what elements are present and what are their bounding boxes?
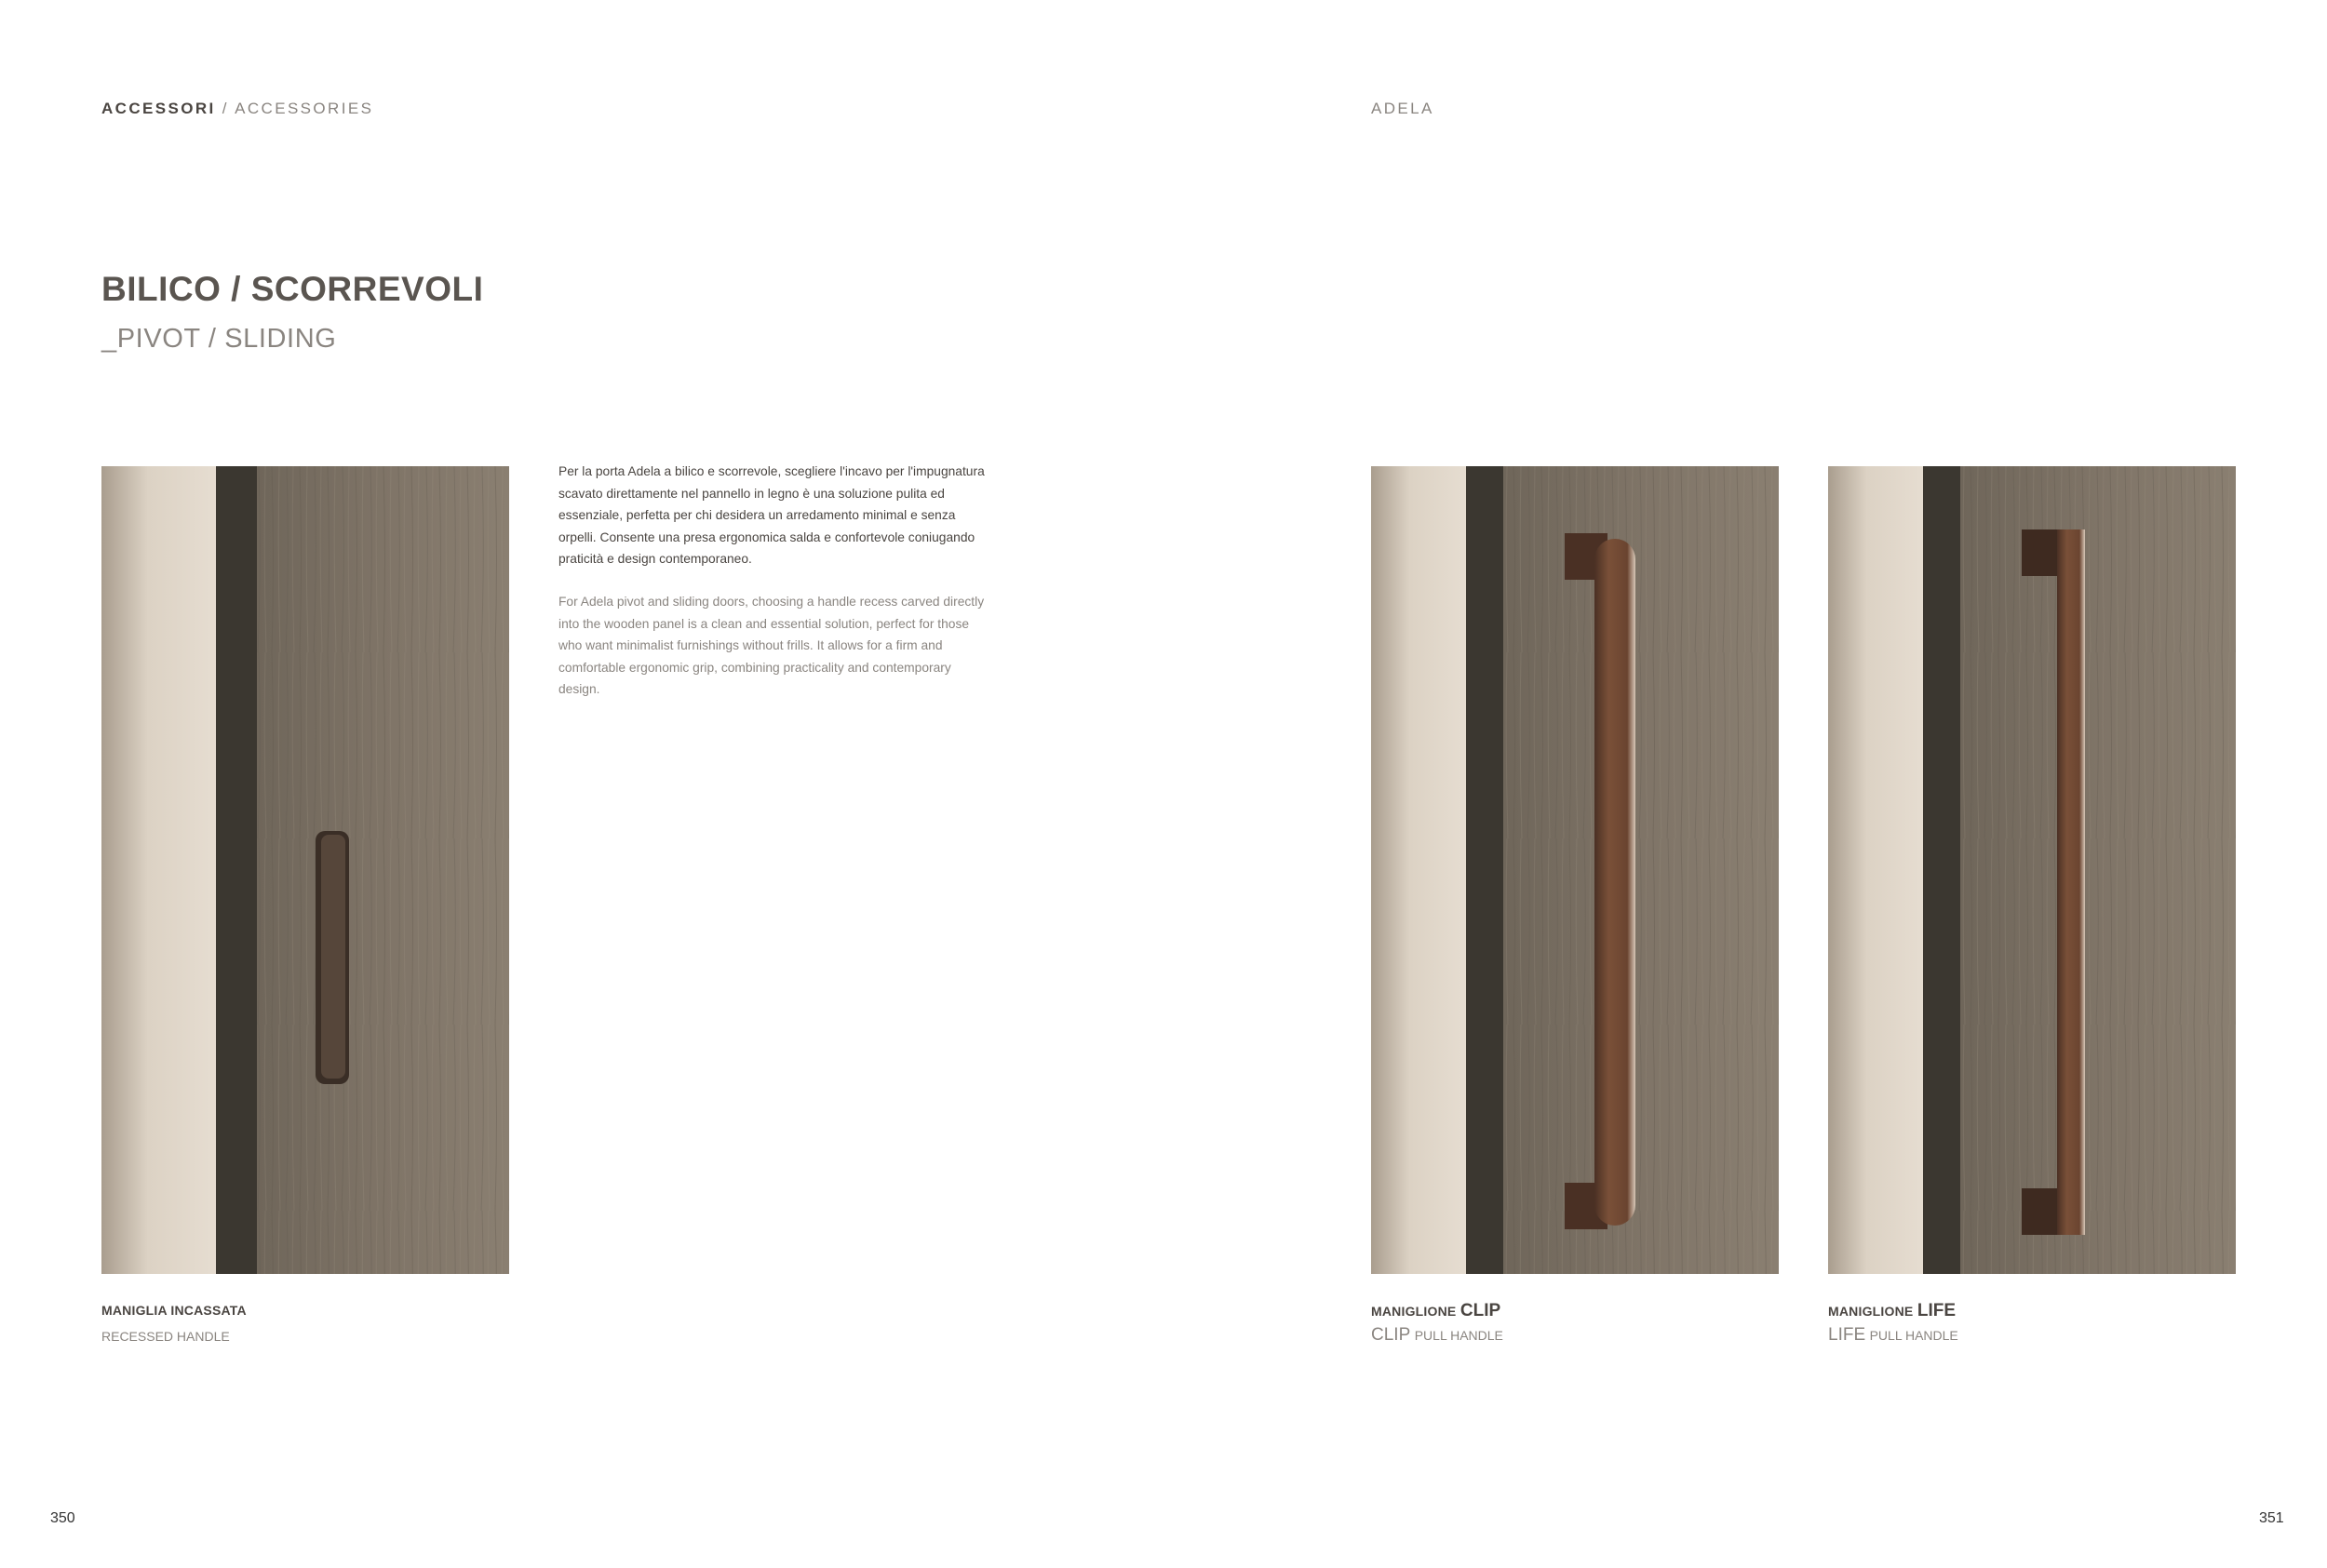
product-suffix-en: PULL HANDLE: [1869, 1328, 1958, 1343]
product-model: LIFE: [1917, 1301, 1957, 1320]
product-suffix-en: PULL HANDLE: [1414, 1328, 1503, 1343]
product-caption-recessed: [101, 1303, 247, 1344]
description-english: For Adela pivot and sliding doors, choosing a handle recess carved directly into the wooden panel is a clean and essential solution, perfect for those who want minimalist furnishings without frills. It allows for a firm and comfortable ergonomic grip, combining practicality and contemporary design.: [558, 595, 985, 696]
product-caption-life: [1828, 1301, 1958, 1346]
product-prefix-it: MANIGLIONE: [1828, 1304, 1914, 1319]
life-handle-photo: [1828, 466, 2236, 1274]
breadcrumb-separator: /: [215, 100, 235, 117]
description-italian: Per la porta Adela a bilico e scorrevole, scegliere l'incavo per l'impugnatura scavato direttamente nel pannello in legno è una soluzione pulita ed essenziale, perfetta per chi desidera un arredamento minimal e senza orpelli. Consente una presa ergonomica salda e confortevole coniugando praticità e design contemporaneo.: [558, 464, 985, 566]
section-label-it: ACCESSORI: [101, 100, 216, 117]
product-name-it: MANIGLIA INCASSATA: [101, 1303, 247, 1318]
product-model: CLIP: [1459, 1301, 1501, 1320]
section-label-en: ACCESSORIES: [235, 100, 374, 117]
page-title: BILICO / SCORREVOLI: [101, 270, 484, 308]
recessed-handle-photo: [101, 466, 509, 1274]
page-number-left: 350: [50, 1510, 75, 1526]
collection-label: ADELA: [1371, 100, 1434, 117]
clip-handle-photo: [1371, 466, 1779, 1274]
page-number-right: 351: [2259, 1510, 2284, 1526]
product-name-en: RECESSED HANDLE: [101, 1329, 230, 1344]
product-model-en: CLIP: [1371, 1325, 1411, 1345]
product-caption-clip: [1371, 1301, 1503, 1346]
section-breadcrumb: [101, 100, 373, 118]
product-prefix-it: MANIGLIONE: [1371, 1304, 1457, 1319]
product-model-en: LIFE: [1828, 1325, 1866, 1345]
page-subtitle: _PIVOT / SLIDING: [101, 324, 337, 354]
